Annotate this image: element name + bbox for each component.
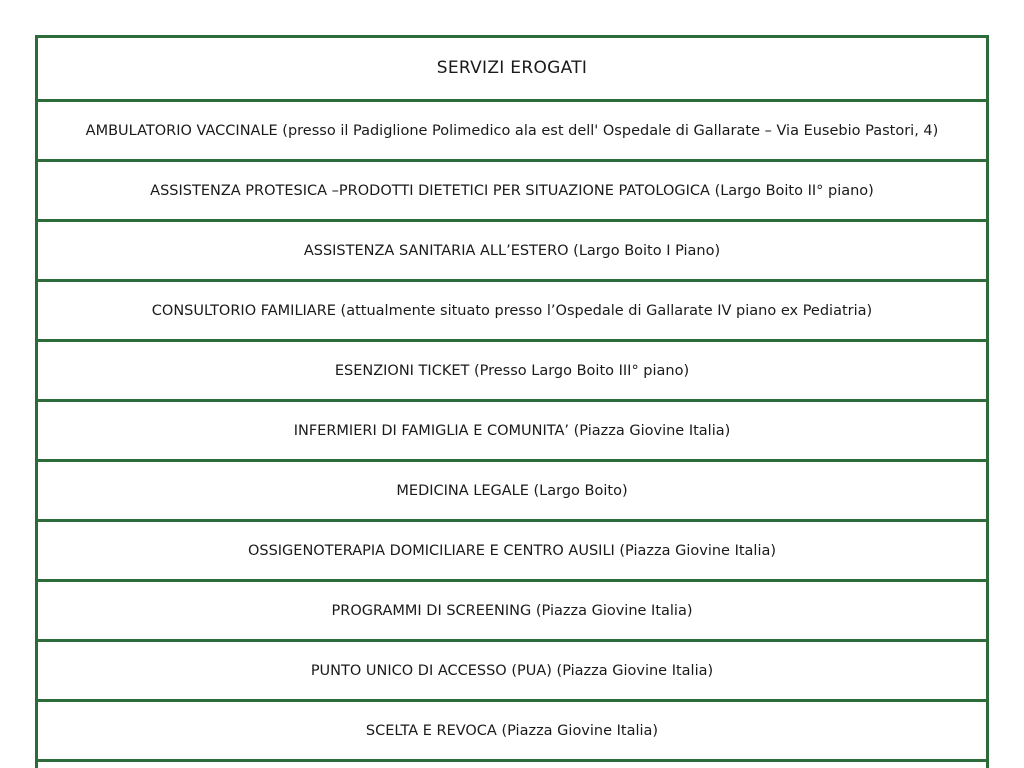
table-row-ambulatorio-vaccinale: AMBULATORIO VACCINALE (presso il Padiglione Polimedico ala est dell' Ospedale di Gallarate – Via Eusebio Pastori, 4) bbox=[38, 102, 986, 162]
table-header: SERVIZI EROGATI bbox=[38, 38, 986, 102]
table-row-esenzioni-ticket: ESENZIONI TICKET (Presso Largo Boito III° piano) bbox=[38, 342, 986, 402]
table-row-medicina-legale: MEDICINA LEGALE (Largo Boito) bbox=[38, 462, 986, 522]
table-row-infermieri-famiglia: INFERMIERI DI FAMIGLIA E COMUNITA’ (Piazza Giovine Italia) bbox=[38, 402, 986, 462]
table-row-consultorio-familiare: CONSULTORIO FAMILIARE (attualmente situato presso l’Ospedale di Gallarate IV piano ex Pediatria) bbox=[38, 282, 986, 342]
table-row-scelta-revoca: SCELTA E REVOCA (Piazza Giovine Italia) bbox=[38, 702, 986, 762]
table-row-ossigenoterapia: OSSIGENOTERAPIA DOMICILIARE E CENTRO AUSILI (Piazza Giovine Italia) bbox=[38, 522, 986, 582]
table-row-assistenza-protesica: ASSISTENZA PROTESICA –PRODOTTI DIETETICI PER SITUAZIONE PATOLOGICA (Largo Boito II° piano) bbox=[38, 162, 986, 222]
table-row-assistenza-sanitaria-estero: ASSISTENZA SANITARIA ALL’ESTERO (Largo Boito I Piano) bbox=[38, 222, 986, 282]
services-table bbox=[35, 35, 989, 768]
table-row-programmi-screening: PROGRAMMI DI SCREENING (Piazza Giovine Italia) bbox=[38, 582, 986, 642]
table-row-punto-unico-accesso: PUNTO UNICO DI ACCESSO (PUA) (Piazza Giovine Italia) bbox=[38, 642, 986, 702]
table-row-next-partial bbox=[38, 762, 986, 768]
